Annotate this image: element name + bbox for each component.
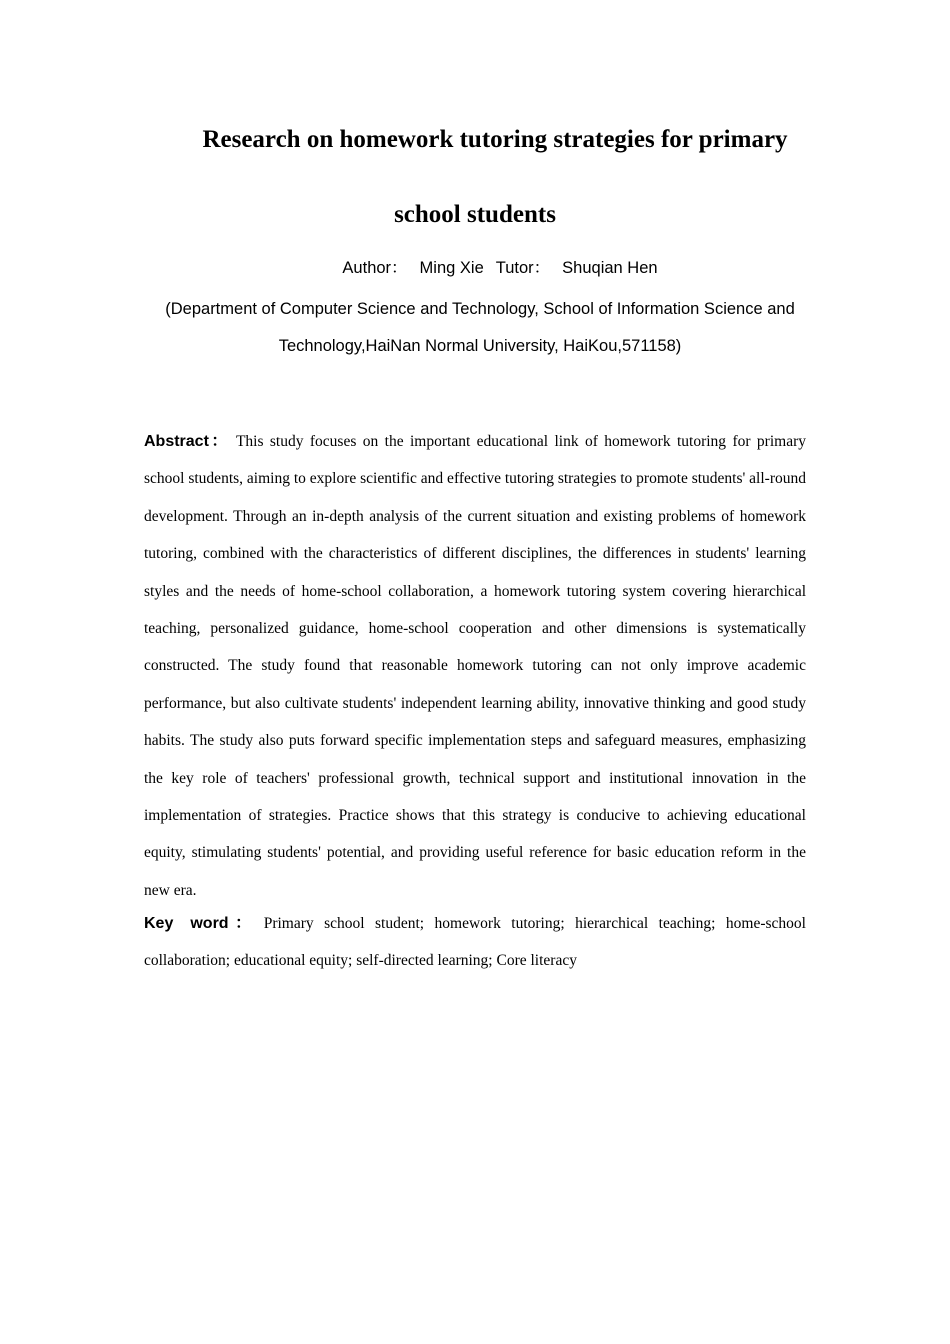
- abstract-paragraph: [144, 423, 806, 909]
- author-label: Author：: [342, 259, 408, 277]
- abstract-label: Abstract：: [144, 433, 230, 450]
- tutor-label: Tutor：: [495, 259, 551, 277]
- tutor-name: Shuqian Hen: [562, 259, 658, 277]
- keywords-text: Primary school student; homework tutoring; hierarchical teaching; home-school collaboration; educational equity; self-directed learning; Core literacy: [144, 915, 806, 970]
- abstract-text: This study focuses on the important educational link of homework tutoring for primary school students, aiming to explore scientific and effective tutoring strategies to promote students' all-round development. Through an in-depth analysis of the current situation and existing problems of homework tutoring, combined with the characteristics of different disciplines, the differences in students' learning styles and the needs of home-school collaboration, a homework tutoring system covering hierarchical teaching, personalized guidance, home-school cooperation and other dimensions is systematically constructed. The study found that reasonable homework tutoring can not only improve academic performance, but also cultivate students' independent learning ability, innovative thinking and good study habits. The study also puts forward specific implementation steps and safeguard measures, emphasizing the key role of teachers' professional growth, technical support and institutional innovation in the implementation of strategies. Practice shows that this strategy is conducive to achieving educational equity, stimulating students' potential, and providing useful reference for basic education reform in the new era.: [144, 433, 806, 899]
- author-line: [144, 256, 856, 280]
- paper-title-line-1: Research on homework tutoring strategies for primary: [202, 126, 788, 153]
- paper-title-line-2: school students: [394, 201, 556, 228]
- keywords-paragraph: [144, 905, 806, 980]
- affiliation: (Department of Computer Science and Technology, School of Information Science and Technology,HaiNan Normal University, HaiKou,571158): [165, 300, 795, 355]
- keywords-label: Key word：: [144, 915, 258, 932]
- author-name: Ming Xie: [419, 259, 484, 277]
